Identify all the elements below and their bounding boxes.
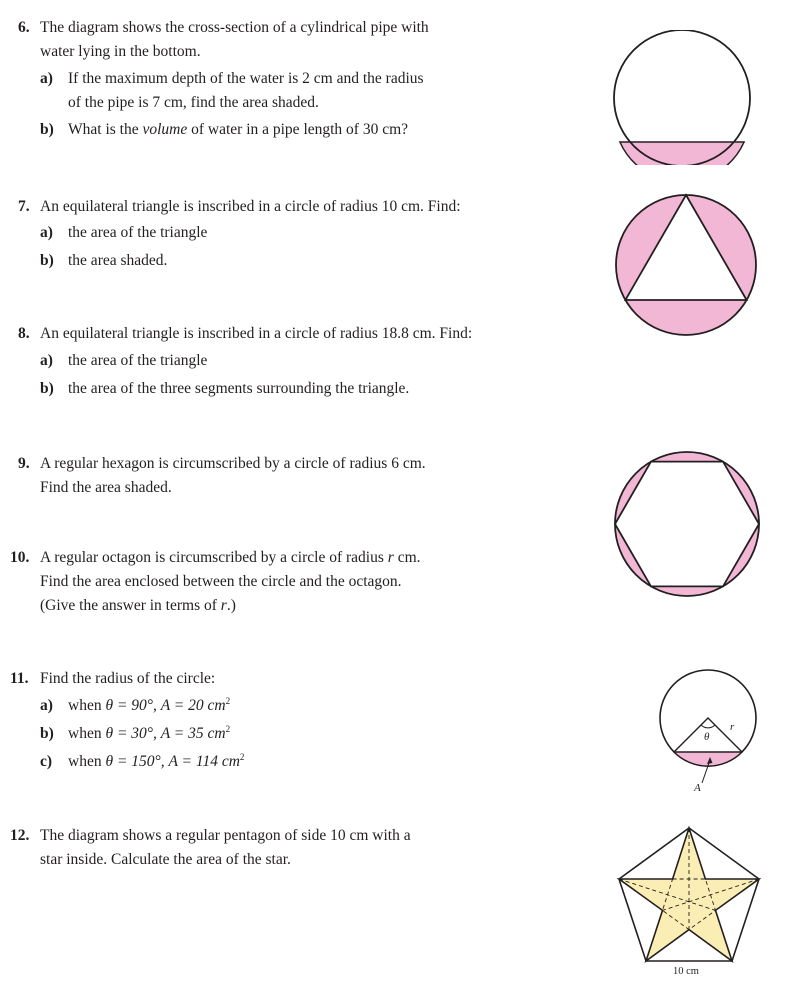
q11b: b) when θ = 30°, A = 35 $cm^2$ bbox=[40, 723, 231, 742]
q9-number: 9. bbox=[18, 455, 30, 472]
q10-line1: 10. A regular octagon is circumscribed by a circle of radius r cm. bbox=[10, 546, 421, 570]
q6a: a) If the maximum depth of the water is 2 cm and the radius bbox=[40, 70, 424, 87]
q6-line1: 6. The diagram shows the cross-section of a cylindrical pipe with bbox=[18, 16, 429, 40]
q6-number: 6. bbox=[18, 19, 30, 36]
pentagon-star-figure bbox=[612, 818, 772, 980]
q8-line1: 8. An equilateral triangle is inscribed in a circle of radius 18.8 cm. Find: bbox=[18, 322, 472, 346]
inscribed-triangle-figure bbox=[608, 193, 768, 343]
side-length-label: 10 cm bbox=[673, 966, 699, 977]
q11c: c) when θ = 150°, A = 114 $cm^2$ bbox=[40, 751, 245, 770]
q8a: a) the area of the triangle bbox=[40, 352, 208, 369]
area-label: A bbox=[694, 782, 701, 794]
q12-number: 12. bbox=[10, 827, 30, 844]
q10-line3: (Give the answer in terms of r.) bbox=[40, 597, 236, 614]
angle-arc bbox=[701, 725, 715, 728]
r-label: r bbox=[730, 721, 735, 733]
q7a: a) the area of the triangle bbox=[40, 224, 208, 241]
q6-line2: water lying in the bottom. bbox=[40, 43, 201, 60]
q8-number: 8. bbox=[18, 325, 30, 342]
hexagon-figure bbox=[608, 448, 768, 608]
water-segment bbox=[620, 142, 744, 165]
q11a: a) when θ = 90°, A = 20 $cm^2$ bbox=[40, 695, 231, 714]
q11-number: 11. bbox=[10, 670, 29, 687]
q12-line2: star inside. Calculate the area of the star. bbox=[40, 851, 291, 868]
theta-label: θ bbox=[704, 731, 710, 743]
q10-number: 10. bbox=[10, 549, 30, 566]
q7-number: 7. bbox=[18, 198, 30, 215]
shaded-segment bbox=[674, 752, 742, 766]
q7b: b) the area shaded. bbox=[40, 252, 168, 269]
pipe-cross-section-figure bbox=[608, 30, 768, 165]
q7-line1: 7. An equilateral triangle is inscribed in a circle of radius 10 cm. Find: bbox=[18, 195, 461, 219]
q8b: b) the area of the three segments surrounding the triangle. bbox=[40, 380, 410, 397]
q6b: b) What is the volume of water in a pipe length of 30 cm? bbox=[40, 121, 409, 138]
q9-line2: Find the area shaded. bbox=[40, 479, 172, 496]
q12-line1: 12. The diagram shows a regular pentagon of side 10 cm with a bbox=[10, 824, 411, 848]
q6a-line2: of the pipe is 7 cm, find the area shaded. bbox=[68, 94, 319, 111]
q11-line1: 11. Find the radius of the circle: bbox=[10, 667, 215, 691]
q9-line1: 9. A regular hexagon is circumscribed by a circle of radius 6 cm. bbox=[18, 452, 426, 476]
sector-figure bbox=[650, 668, 770, 798]
q10-line2: Find the area enclosed between the circle and the octagon. bbox=[40, 573, 402, 590]
